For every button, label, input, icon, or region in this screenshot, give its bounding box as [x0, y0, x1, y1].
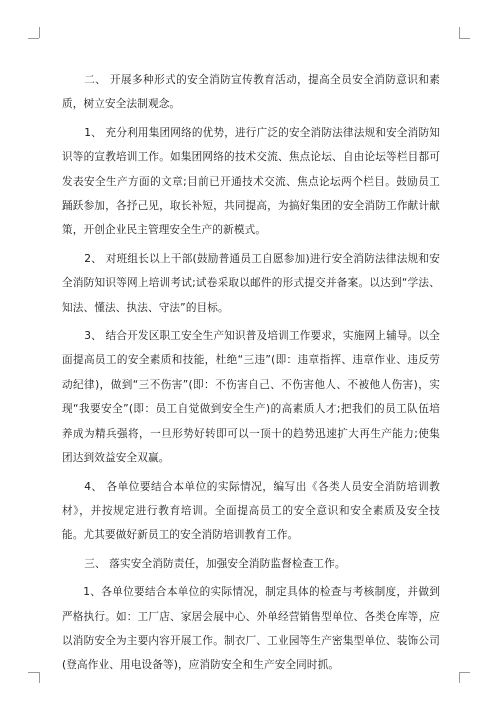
paragraph-item-4: 4、 各单位要结合本单位的实际情况，编写出《各类人员安全消防培训教材》，并按规定进行教育培训。全面提高员工的安全意识和安全素质及安全技能。尤其要做好新员工的安全消防培训教育工作。	[62, 480, 440, 542]
crop-mark-top-right-vertical	[459, 27, 460, 38]
document-body	[62, 68, 440, 678]
crop-mark-bottom-right-horizontal	[459, 672, 470, 673]
crop-mark-bottom-left-vertical	[39, 672, 40, 683]
section-heading-three: 三、 落实安全消防责任，加强安全消防监督检查工作。	[84, 557, 346, 570]
paragraph-item-2: 2、 对班组长以上干部(鼓励普通员工自愿参加)进行安全消防法律法规和安全消防知识等网上培训考试;试卷采取以邮件的形式提交并备案。以达到“学法、知法、懂法、执法、守法”的目标。	[62, 252, 440, 314]
section-heading-two: 二、 开展多种形式的安全消防宣传教育活动，提高全员安全消防意识和素质，树立安全法制观念。	[62, 74, 440, 111]
paragraph-item-3: 3、 结合开发区职工安全生产知识普及培训工作要求，实施网上辅导。以全面提高员工的安全素质和技能，杜绝“三违”(即：违章指挥、违章作业、违反劳动纪律)，做到“三不伤害”(即：不伤害自己、不伤害他人、不被他人伤害)，实现“我要安全”(即：员工自觉做到安全生产)的高素质人才;把我们的员工队伍培养成为精兵强将，一旦形势好转即可以一顶十的趋势迅速扩大再生产能力;使集团达到效益安全双赢。	[62, 330, 440, 465]
crop-mark-top-left-vertical	[39, 27, 40, 38]
crop-mark-top-right-horizontal	[459, 38, 470, 39]
crop-mark-top-left-horizontal	[28, 38, 39, 39]
crop-mark-bottom-right-vertical	[459, 672, 460, 683]
paragraph-section-three-item-1: 1、各单位要结合本单位的实际情况，制定具体的检查与考核制度，并做到严格执行。如：工厂店、家居会展中心、外单经营销售型单位、各类仓库等，应以消防安全为主要内容开展工作。制衣厂、工业园等生产密集型单位、装饰公司(登高作业、用电设备等)，应消防安全和生产安全同时抓。	[62, 586, 440, 672]
crop-mark-bottom-left-horizontal	[28, 672, 39, 673]
paragraph-item-1: 1、 充分利用集团网络的优势，进行广泛的安全消防法律法规和安全消防知识等的宣教培训工作。如集团网络的技术交流、焦点论坛、自由论坛等栏目都可发表安全生产方面的文章;目前已开通技术交流、焦点论坛两个栏目。鼓励员工踊跃参加，各抒己见，取长补短，共同提高，为搞好集团的安全消防工作献计献策，开创企业民主管理安全生产的新模式。	[62, 126, 440, 237]
